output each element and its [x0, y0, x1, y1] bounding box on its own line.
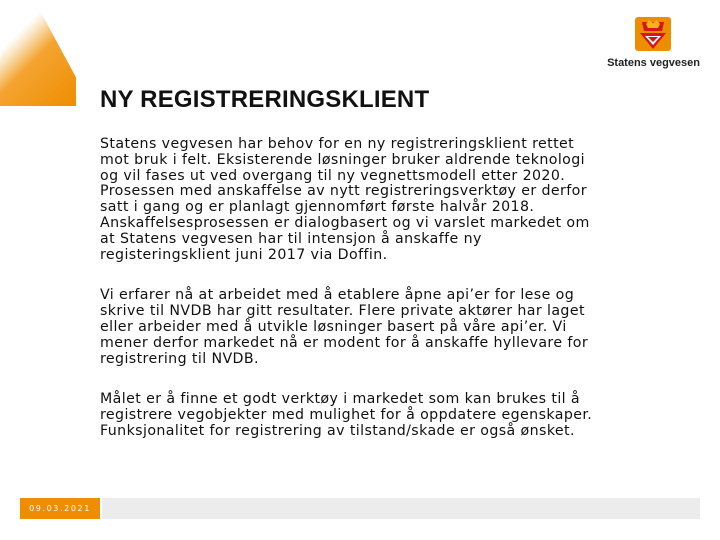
slide-title: NY REGISTRERINGSKLIENT — [100, 86, 430, 113]
body-paragraph: Målet er å finne et godt verktøy i markedet som kan brukes til å registrere vegobjekter med mulighet for å oppdatere egenskaper. Funksjonalitet for registrering av tilstand/skade er også ønsket. — [100, 391, 593, 439]
footer-date: 09.03.2021 — [20, 498, 100, 519]
statens-vegvesen-logo — [606, 12, 700, 72]
body-paragraph: Vi erfarer nå at arbeidet med å etablere åpne api’er for lese og skrive til NVDB har gitt resultater. Flere private aktører har laget eller arbeider med å utvikle løsninger basert på våre api’er. Vi mener derfor markedet nå er modent for å anskaffe hyllevare for registrering til NVDB. — [100, 287, 589, 367]
body-paragraph: Statens vegvesen har behov for en ny registreringsklient rettet mot bruk i felt. Eksisterende løsninger bruker aldrende teknologi og vil fases ut ved overgang til ny vegnettsmodell etter 2020. Prosessen med anskaffelse av nytt registreringsverktøy er derfor satt i gang og er planlagt gjennomført første halvår 2018. Anskaffelsesprosessen er dialogbasert og vi varslet markedet om at Statens vegvesen har til intensjon å anskaffe ny registeringsklient juni 2017 via Doffin. — [100, 136, 590, 263]
slide-body — [100, 137, 660, 465]
logo-wordmark: Statens vegvesen — [607, 57, 700, 69]
statens-vegvesen-crest-icon — [632, 12, 674, 54]
corner-stripe-decoration — [0, 0, 76, 106]
footer-bar — [102, 498, 700, 519]
